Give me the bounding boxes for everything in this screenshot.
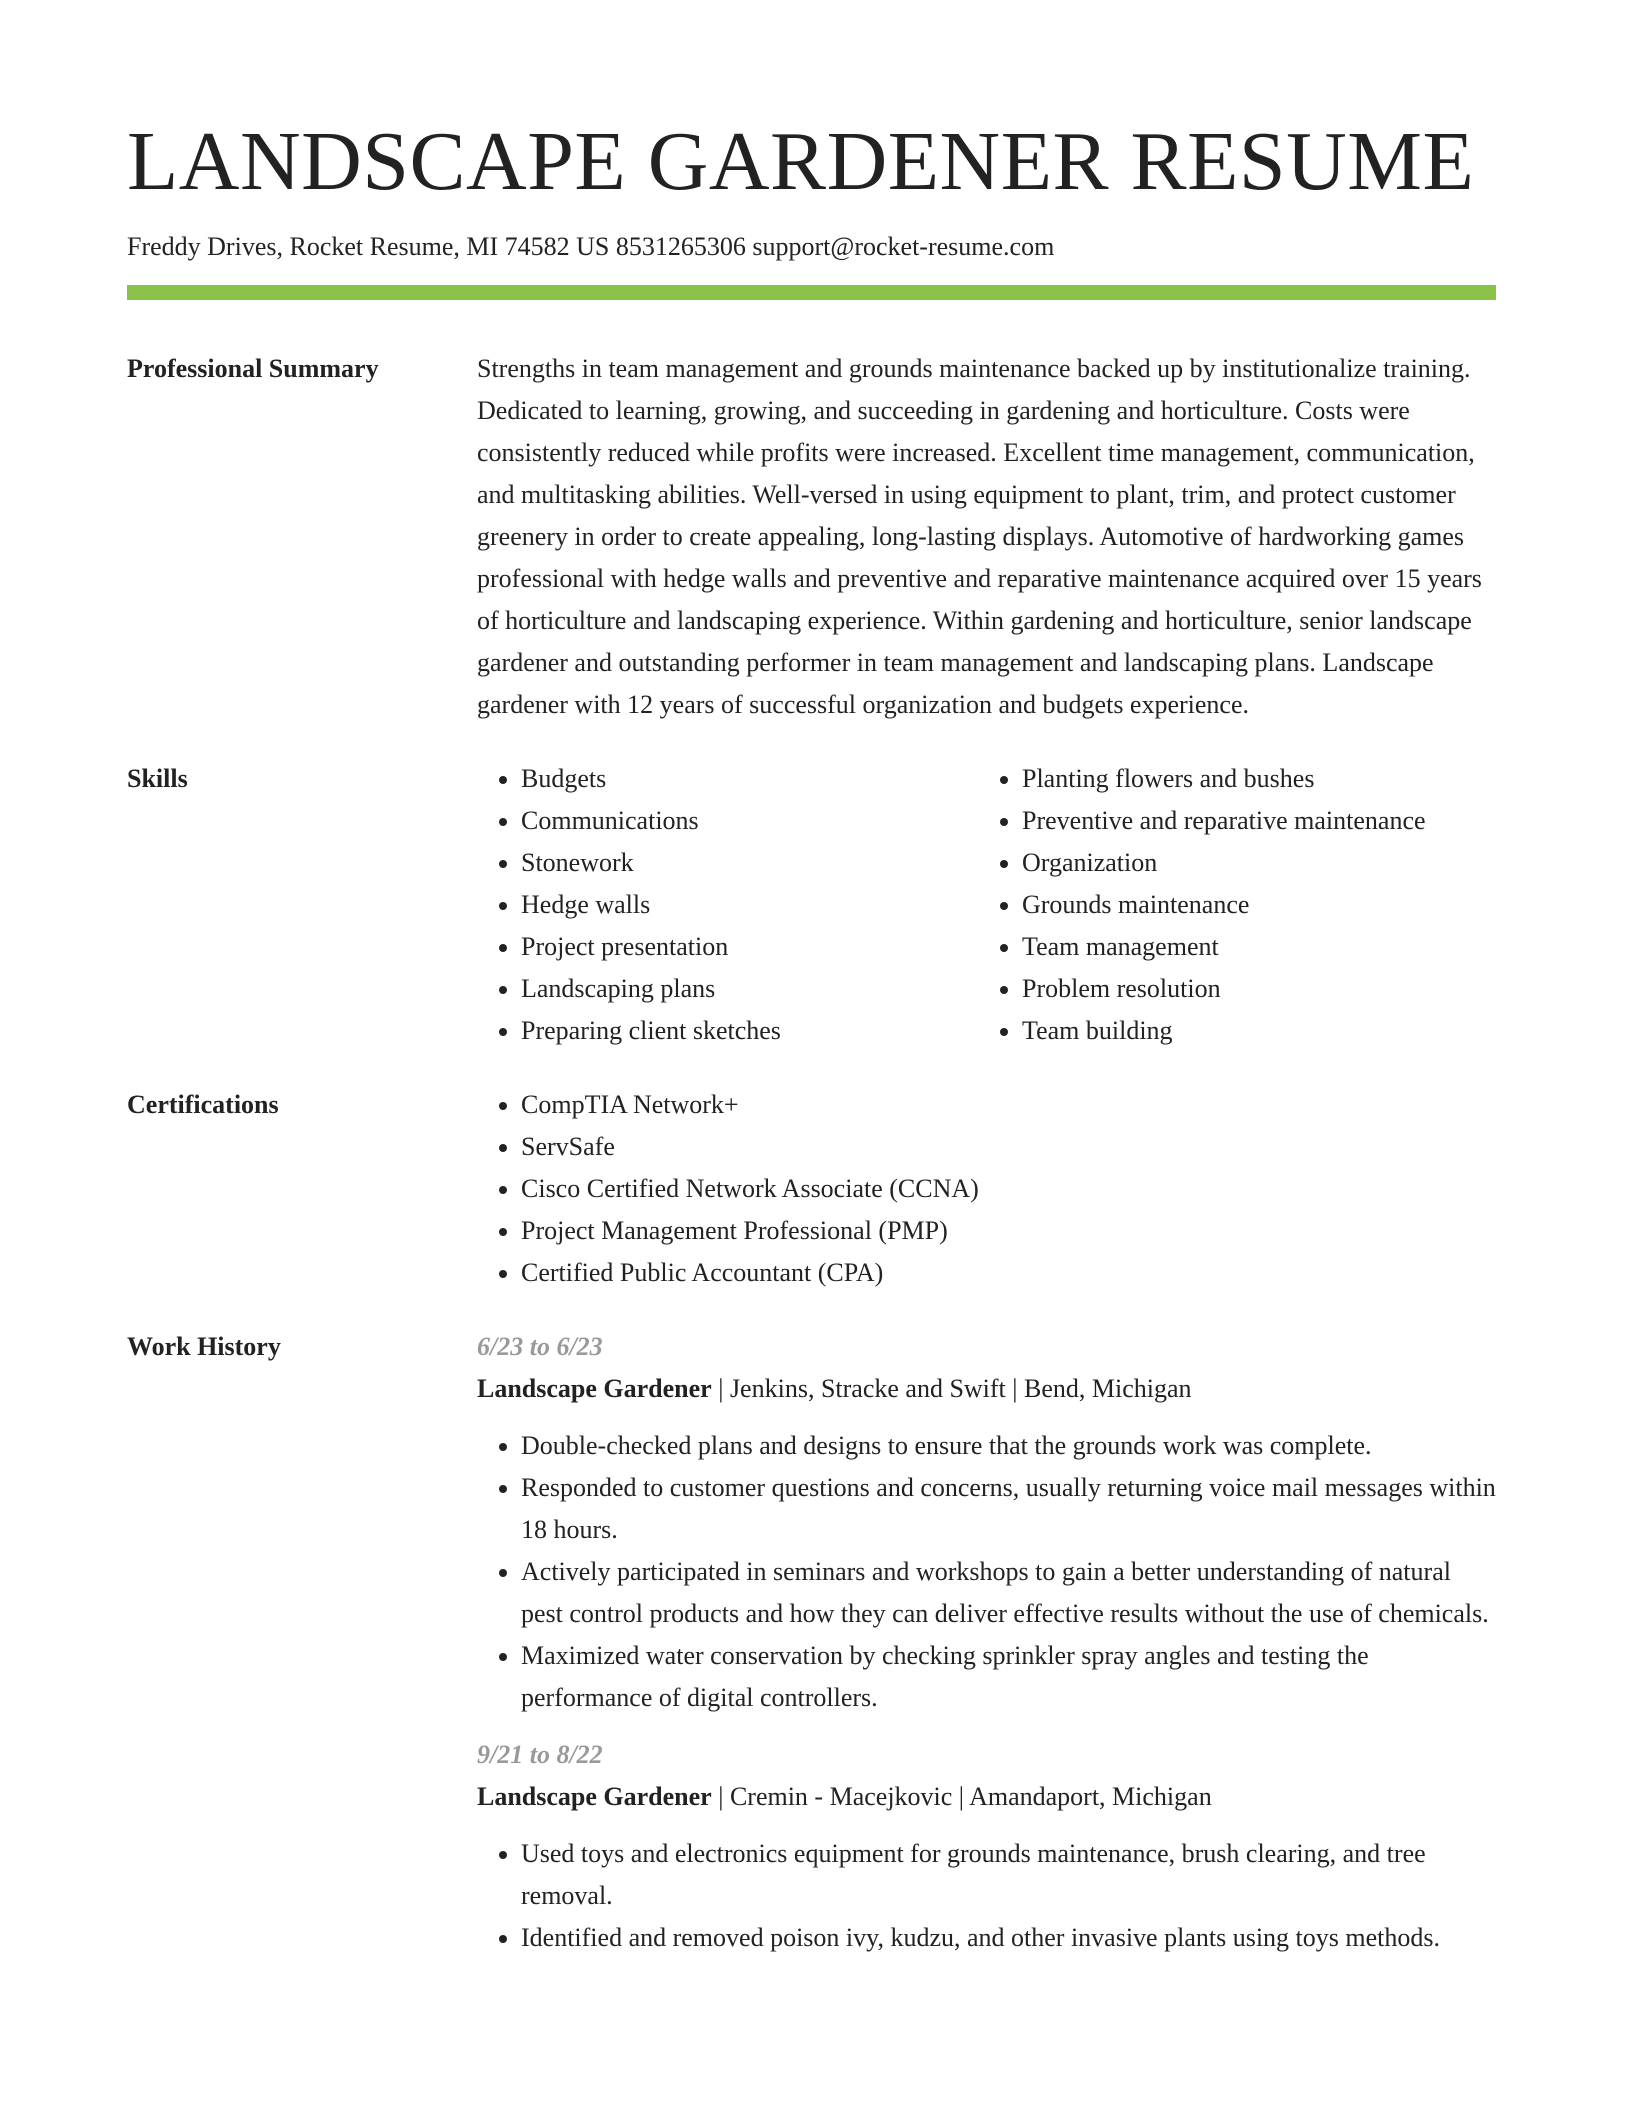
skill-item: • Landscaping plans (521, 968, 978, 1010)
summary-section (127, 348, 1496, 726)
job-entry (477, 1734, 1496, 1959)
job-bullet: • Maximized water conservation by checking sprinkler spray angles and testing the performance of digital controllers. (521, 1635, 1496, 1719)
job-bullets (477, 1425, 1496, 1719)
skill-item: • Communications (521, 800, 978, 842)
job-bullet: • Used toys and electronics equipment for grounds maintenance, brush clearing, and tree removal. (521, 1833, 1496, 1917)
skill-item: • Grounds maintenance (1022, 884, 1478, 926)
work-history-body (477, 1326, 1496, 1959)
work-history-label: Work History (127, 1331, 281, 1361)
skills-list-right (978, 758, 1478, 1052)
skills-section (127, 758, 1496, 1052)
skill-item: • Preparing client sketches (521, 1010, 978, 1052)
job-heading (477, 1776, 1496, 1818)
skills-body (477, 758, 1496, 1052)
job-heading (477, 1368, 1496, 1410)
summary-label: Professional Summary (127, 353, 379, 383)
contact-line: Freddy Drives, Rocket Resume, MI 74582 US 8531265306 support@rocket-resume.com (127, 232, 1055, 261)
job-bullet: • Actively participated in seminars and workshops to gain a better understanding of natural pest control products and how they can deliver effective results without the use of chemicals. (521, 1551, 1496, 1635)
skills-column-left (477, 758, 978, 1052)
job-title: Landscape Gardener (477, 1373, 712, 1403)
job-employer-location: | Cremin - Macejkovic | Amandaport, Michigan (711, 1781, 1212, 1811)
certification-item: • Project Management Professional (PMP) (521, 1210, 1496, 1252)
job-employer-location: | Jenkins, Stracke and Swift | Bend, Michigan (711, 1373, 1192, 1403)
certification-item: • Cisco Certified Network Associate (CCNA) (521, 1168, 1496, 1210)
resume-page (127, 0, 1496, 1959)
skill-item: • Problem resolution (1022, 968, 1478, 1010)
skills-column-right (978, 758, 1478, 1052)
certifications-body (477, 1084, 1496, 1294)
job-title: Landscape Gardener (477, 1781, 712, 1811)
job-bullet: • Responded to customer questions and concerns, usually returning voice mail messages within 18 hours. (521, 1467, 1496, 1551)
work-history-section (127, 1326, 1496, 1959)
job-dates: 6/23 to 6/23 (477, 1331, 603, 1361)
certification-item: • ServSafe (521, 1126, 1496, 1168)
skill-item: • Organization (1022, 842, 1478, 884)
resume-title: LANDSCAPE GARDENER RESUME (127, 115, 1475, 208)
job-bullets (477, 1833, 1496, 1959)
skills-list-left (477, 758, 978, 1052)
skill-item: • Preventive and reparative maintenance (1022, 800, 1478, 842)
skills-label: Skills (127, 763, 188, 793)
skill-item: • Stonework (521, 842, 978, 884)
skill-item: • Team building (1022, 1010, 1478, 1052)
job-bullet: • Double-checked plans and designs to ensure that the grounds work was complete. (521, 1425, 1496, 1467)
header-divider (127, 285, 1496, 300)
skill-item: • Planting flowers and bushes (1022, 758, 1478, 800)
skill-item: • Project presentation (521, 926, 978, 968)
certifications-section (127, 1084, 1496, 1294)
summary-body (477, 348, 1496, 726)
job-dates: 9/21 to 8/22 (477, 1739, 603, 1769)
certifications-label: Certifications (127, 1089, 279, 1119)
certification-item: • CompTIA Network+ (521, 1084, 1496, 1126)
job-bullet: • Identified and removed poison ivy, kudzu, and other invasive plants using toys methods. (521, 1917, 1496, 1959)
skill-item: • Hedge walls (521, 884, 978, 926)
certification-item: • Certified Public Accountant (CPA) (521, 1252, 1496, 1294)
summary-text: Strengths in team management and grounds maintenance backed up by institutionalize training. Dedicated to learning, growing, and succeeding in gardening and horticulture. Costs were consistently reduced while profits were increased. Excellent time management, communication, and multitasking abilities. Well-versed in using equipment to plant, trim, and protect customer greenery in order to create appealing, long-lasting displays. Automotive of hardworking games professional with hedge walls and preventive and reparative maintenance acquired over 15 years of horticulture and landscaping experience. Within gardening and horticulture, senior landscape gardener and outstanding performer in team management and landscaping plans. Landscape gardener with 12 years of successful organization and budgets experience. (477, 353, 1482, 719)
job-entry (477, 1326, 1496, 1719)
certifications-list (477, 1084, 1496, 1294)
skill-item: • Team management (1022, 926, 1478, 968)
skill-item: • Budgets (521, 758, 978, 800)
